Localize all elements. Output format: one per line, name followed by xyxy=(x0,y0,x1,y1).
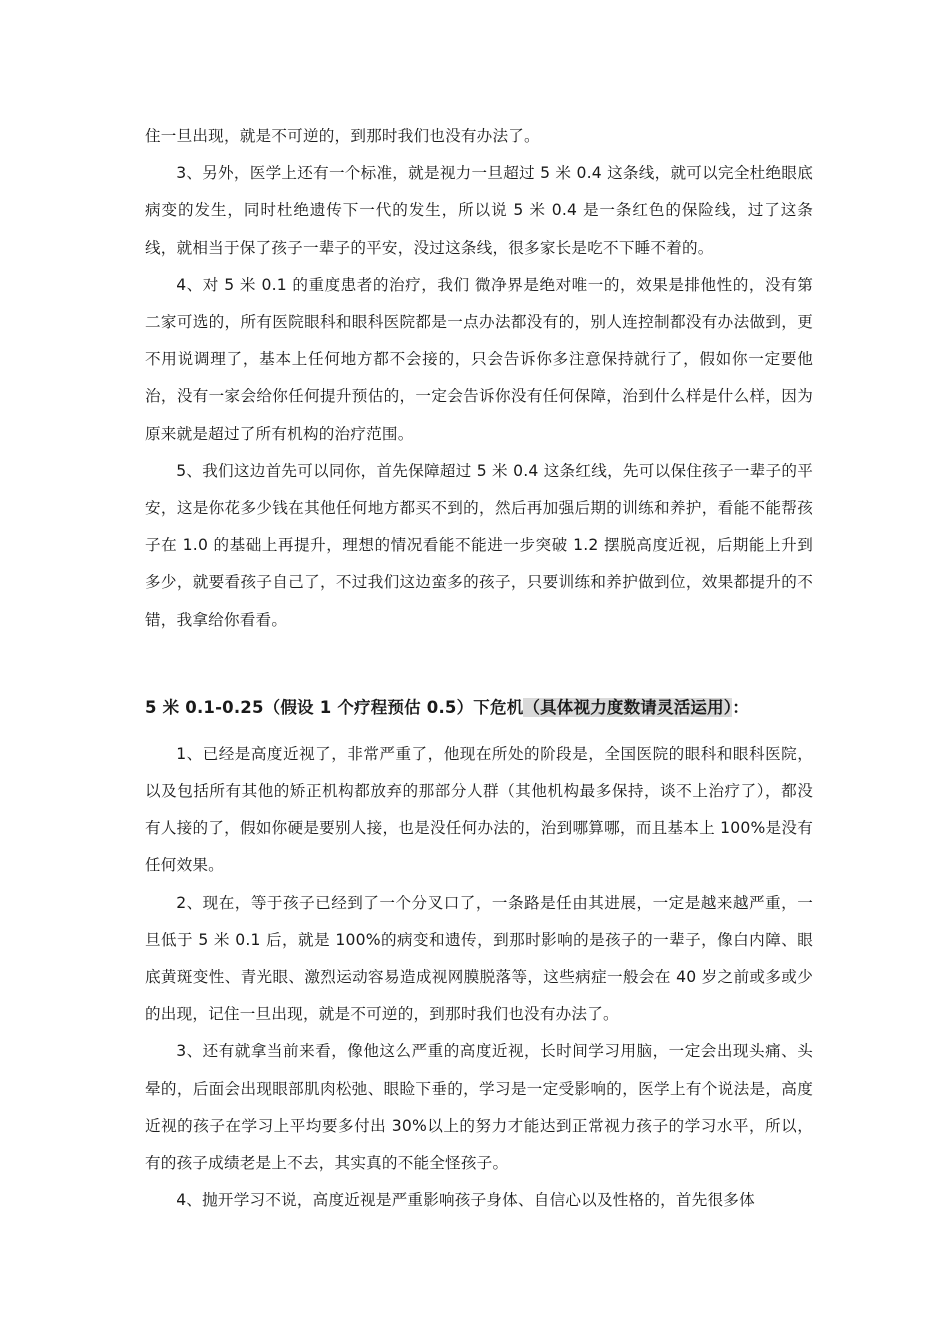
paragraph-item-2: 2、现在，等于孩子已经到了一个分叉口了，一条路是任由其进展，一定是越来越严重，一旦低于 5 米 0.1 后，就是 100%的病变和遗传，到那时影响的是孩子的一辈子，像白内障、眼底黄斑变性、青光眼、激烈运动容易造成视网膜脱落等，这些病症一般会在 40 岁之前或多或少的出现，记住一旦出现，就是不可逆的，到那时我们也没有办法了。 xyxy=(145,893,813,1024)
paragraph-item-3b: 3、还有就拿当前来看，像他这么严重的高度近视，长时间学习用脑，一定会出现头痛、头晕的，后面会出现眼部肌肉松弛、眼睑下垂的，学习是一定受影响的，医学上有个说法是，高度近视的孩子在学习上平均要多付出 30%以上的努力才能达到正常视力孩子的学习水平，所以，有的孩子成绩老是上不去，其实真的不能全怪孩子。 xyxy=(145,1042,813,1173)
paragraph-item-1: 1、已经是高度近视了，非常严重了，他现在所处的阶段是，全国医院的眼科和眼科医院，以及包括所有其他的矫正机构都放弃的那部分人群（其他机构最多保持，谈不上治疗了），都没有人接的了，假如你硬是要别人接，也是没任何办法的，治到哪算哪，而且基本上 100%是没有任何效果。 xyxy=(145,744,813,875)
paragraph-item-4: 4、对 5 米 0.1 的重度患者的治疗，我们 微净界是绝对唯一的，效果是排他性的，没有第二家可选的，所有医院眼科和眼科医院都是一点办法都没有的，别人连控制都没有办法做到，更不用说调理了，基本上任何地方都不会接的，只会告诉你多注意保持就行了，假如你一定要他治，没有一家会给你任何提升预估的，一定会告诉你没有任何保障，治到什么样是什么样，因为原来就是超过了所有机构的治疗范围。 xyxy=(145,275,813,443)
paragraph-item-5: 5、我们这边首先可以同你，首先保障超过 5 米 0.4 这条红线，先可以保住孩子一辈子的平安，这是你花多少钱在其他任何地方都买不到的，然后再加强后期的训练和养护，看能不能帮孩子在 1.0 的基础上再提升，理想的情况看能不能进一步突破 1.2 摆脱高度近视，后期能上升到多少，就要看孩子自己了，不过我们这边蛮多的孩子，只要训练和养护做到位，效果都提升的不错，我拿给你看看。 xyxy=(145,461,813,629)
section-heading-main: 5 米 0.1-0.25（假设 1 个疗程预估 0.5）下危机 xyxy=(145,697,524,717)
section-heading-end: ： xyxy=(732,697,749,717)
section-heading-highlight: （具体视力度数请灵活运用） xyxy=(523,697,733,717)
paragraph-continuation: 住一旦出现，就是不可逆的，到那时我们也没有办法了。 xyxy=(145,127,540,145)
section-heading xyxy=(145,639,813,736)
paragraph-item-4b: 4、抛开学习不说，高度近视是严重影响孩子身体、自信心以及性格的，首先很多体 xyxy=(176,1191,755,1210)
document-body xyxy=(145,118,813,1219)
paragraph-item-3: 3、另外，医学上还有一个标准，就是视力一旦超过 5 米 0.4 这条线，就可以完全杜绝眼底病变的发生，同时杜绝遗传下一代的发生，所以说 5 米 0.4 是一条红色的保险线，过了这条线，就相当于保了孩子一辈子的平安，没过这条线，很多家长是吃不下睡不着的。 xyxy=(145,164,813,257)
